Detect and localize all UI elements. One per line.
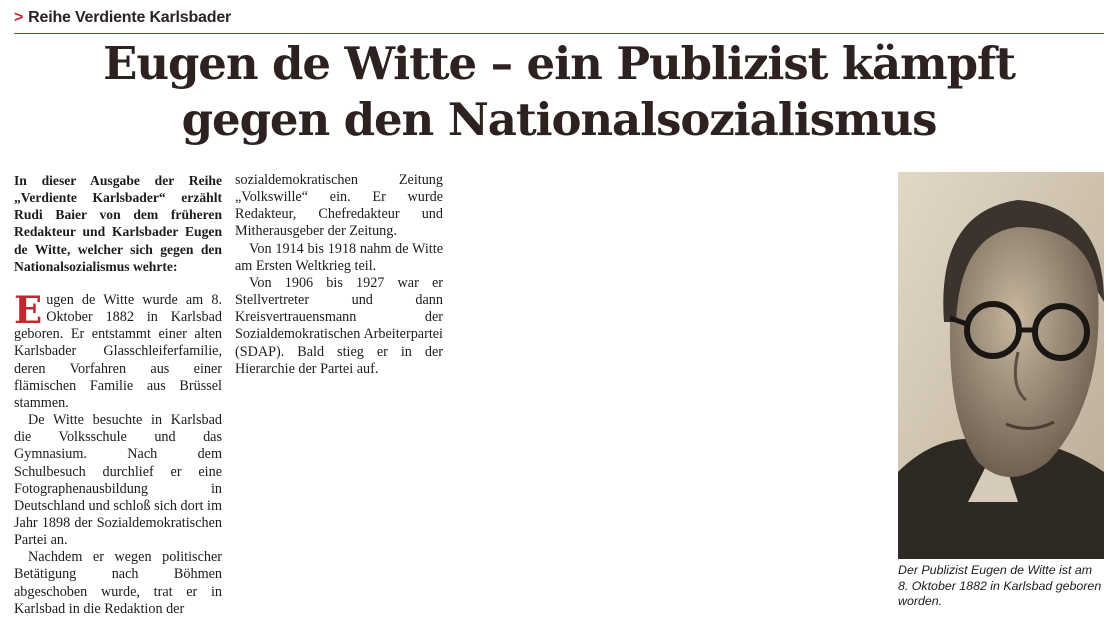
paragraph: Von 1914 bis 1918 nahm de Witte am Ersten Weltkrieg teil. <box>235 240 443 274</box>
column-4 <box>677 172 885 618</box>
headline-line-2: gegen den Nationalsozialismus <box>181 93 937 146</box>
column-1 <box>14 172 222 618</box>
series-label <box>14 9 231 27</box>
photo-caption: Der Publizist Eugen de Witte ist am 8. Oktober 1882 in Karlsbad geboren worden. <box>898 563 1102 608</box>
series-label-text: Reihe Verdiente Karlsbader <box>28 9 232 26</box>
paragraph-text: ugen de Witte wurde am 8. Oktober 1882 in Karlsbad geboren. Er entstammt einer alten Karlsbader Glasschleiferfamilie, deren Vorfahren aus einer flämischen Familie aus Brüssel stammen. <box>14 291 222 411</box>
first-paragraph <box>14 287 222 412</box>
headline-line-1: Eugen de Witte – ein Publizist kämpft <box>103 37 1015 90</box>
portrait-photo <box>898 172 1104 559</box>
headline <box>14 36 1104 148</box>
column-2 <box>235 172 443 618</box>
portrait-illustration <box>898 172 1104 559</box>
chevron-right-icon: > <box>14 9 24 26</box>
paragraph-part: Nachdem er wegen politischer Betätigung nach Böhmen abgeschoben wurde, trat er in Karlsbad in die Redaktion der <box>14 549 222 617</box>
column-3 <box>456 172 664 618</box>
paragraph: De Witte besuchte in Karlsbad die Volksschule und das Gymnasium. Nach dem Schulbesuch durchlief er eine Fotographenausbildung in Deutschland und schloß sich dort im Jahr 1898 der Sozialdemokratischen Partei an. <box>14 412 222 549</box>
paragraph: sozialdemokratischen Zeitung „Volkswille“ ein. Er wurde Redakteur, Chefredakteur und Mitherausgeber der Zeitung. <box>235 172 443 240</box>
dropcap: E <box>14 287 43 332</box>
paragraph: Von 1906 bis 1927 war er Stellvertreter und dann Kreisvertrauensmann der Sozialdemokratischen Arbeiterpartei (SDAP). Bald stieg er in der Hierarchie der Partei auf. <box>235 274 443 377</box>
lead-paragraph: In dieser Ausgabe der Reihe „Verdiente Karlsbader“ erzählt Rudi Baier von dem früheren Redakteur und Karlsbader Eugen de Witte, welcher sich gegen den Nationalsozialismus wehrte: <box>14 173 222 274</box>
header-rule <box>14 33 1104 34</box>
